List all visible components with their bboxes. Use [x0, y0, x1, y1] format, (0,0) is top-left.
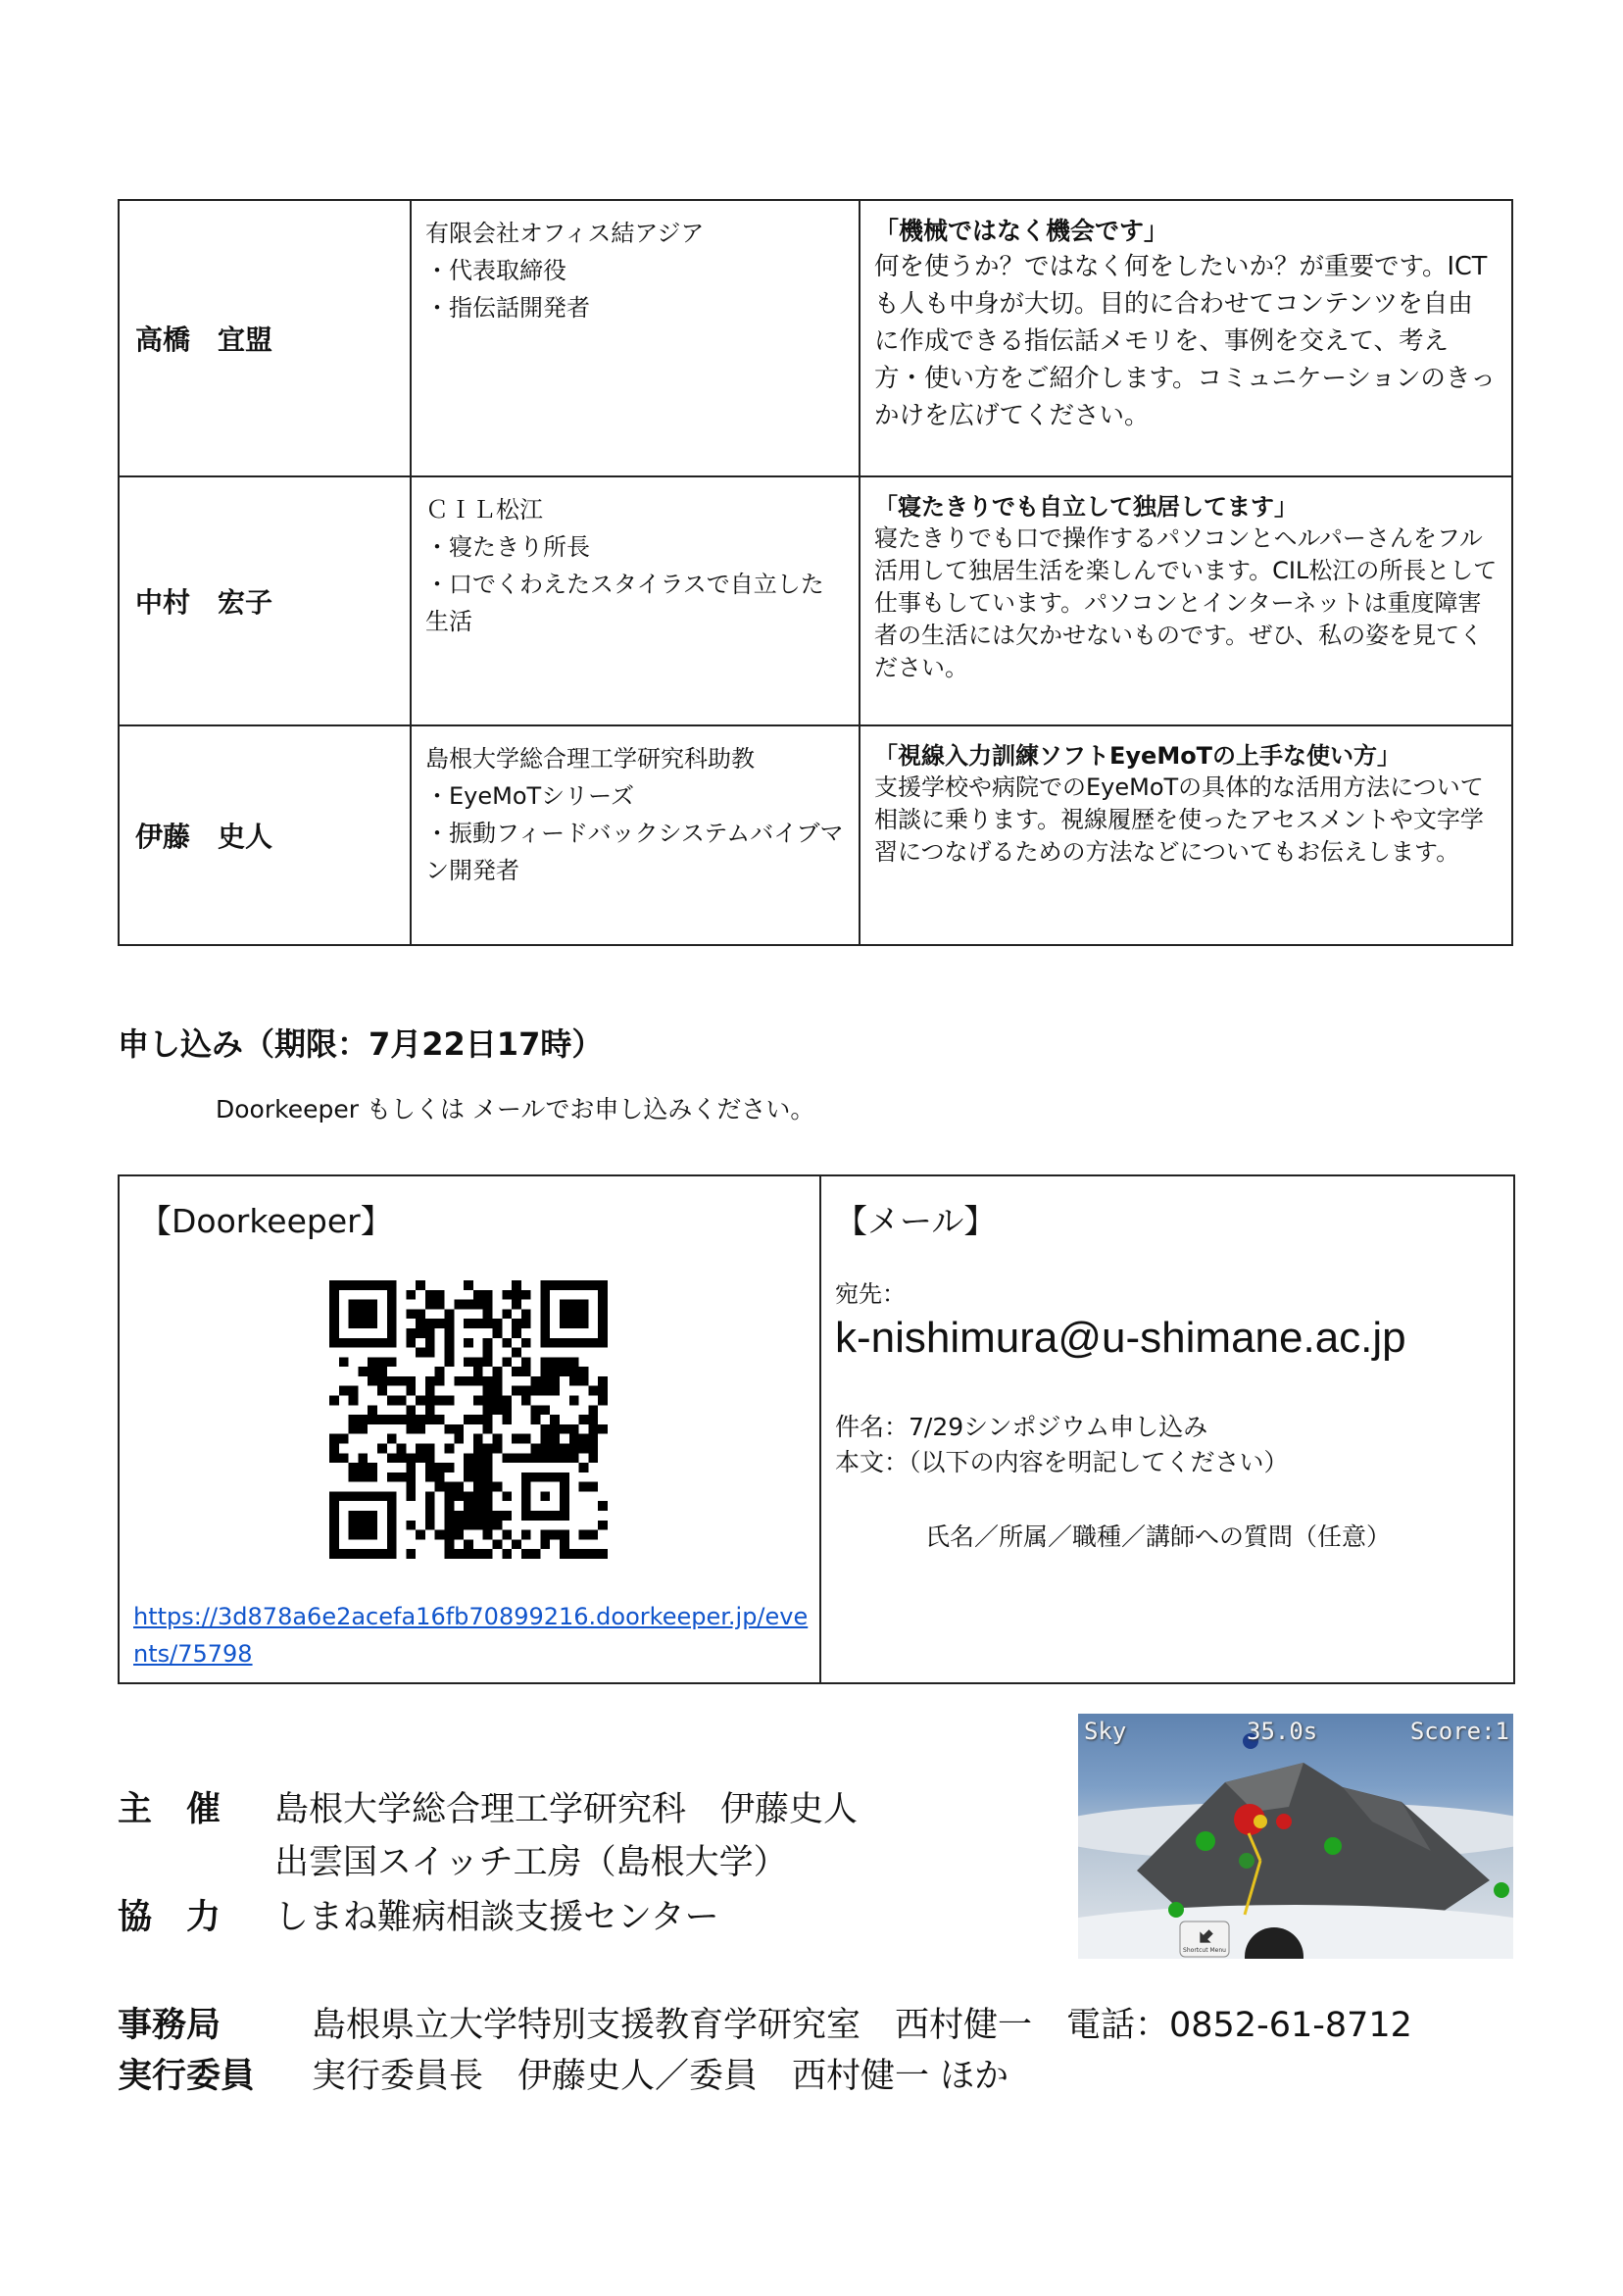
speaker-talk	[860, 476, 1512, 725]
doorkeeper-panel	[120, 1176, 821, 1682]
mail-to-label: 宛先：	[835, 1280, 906, 1308]
affiliation-line: ・EyeMoTシリーズ	[425, 782, 634, 810]
game-score: Score:1	[1409, 1718, 1509, 1745]
host-row-2	[274, 1835, 788, 1884]
affiliation-line: ・口でくわえたスタイラスで自立した生活	[425, 571, 824, 635]
coop-row	[118, 1890, 719, 1939]
speaker-affiliation	[411, 200, 860, 476]
qr-code-icon[interactable]	[329, 1280, 608, 1559]
coop-label: 協 力	[118, 1898, 221, 1937]
doorkeeper-link[interactable]: https://3d878a6e2acefa16fb70899216.doorkeeper.jp/events/75798	[133, 1603, 809, 1668]
committee-text: 実行委員長 伊藤史人／委員 西村健一 ほか	[312, 2057, 1009, 2096]
host-line2: 出雲国スイッチ工房（島根大学）	[274, 1843, 788, 1882]
game-screenshot	[1078, 1714, 1513, 1959]
application-heading: 申し込み（期限：7月22日17時）	[118, 1025, 604, 1063]
host-row	[118, 1782, 858, 1831]
speaker-name: 高橋 宜盟	[119, 200, 411, 476]
talk-title: 「視線入力訓練ソフトEyeMoTの上手な使い方」	[874, 742, 1402, 770]
speaker-row	[119, 476, 1512, 725]
speakers-table	[118, 199, 1513, 946]
speaker-talk	[860, 200, 1512, 476]
host-label: 主 催	[118, 1790, 221, 1829]
host-line1: 島根大学総合理工学研究科 伊藤史人	[274, 1790, 859, 1829]
speaker-name: 中村 宏子	[119, 476, 411, 725]
speaker-talk	[860, 725, 1512, 945]
affiliation-line: 島根大学総合理工学研究科助教	[425, 745, 755, 773]
committee-label: 実行委員	[118, 2057, 256, 2096]
talk-body: 何を使うか？ではなく何をしたいか？が重要です。ICTも人も中身が大切。目的に合わせてコンテンツを自由に作成できる指伝話メモリを、事例を交えて、考え方・使い方をご紹介します。コミュニケーションのきっかけを広げてください。	[874, 252, 1496, 430]
coop-line: しまね難病相談支援センター	[274, 1898, 719, 1937]
talk-title: 「機械ではなく機会です」	[874, 217, 1169, 245]
affiliation-line: ・指伝話開発者	[425, 294, 590, 322]
application-box	[118, 1174, 1515, 1684]
affiliation-line: 有限会社オフィス結アジア	[425, 220, 705, 247]
mail-panel	[821, 1176, 1513, 1682]
office-row	[118, 1998, 1412, 2047]
talk-body: 支援学校や病院でのEyeMoTの具体的な活用方法について相談に乗ります。視線履歴を使ったアセスメントや文字学習につなげるための方法などについてもお伝えします。	[874, 774, 1484, 866]
shortcut-menu-label: Shortcut Menu	[1183, 1947, 1226, 1954]
affiliation-line: ＣＩＬ松江	[425, 496, 543, 524]
mail-subject: 件名：7/29シンポジウム申し込み	[835, 1413, 1208, 1441]
office-text: 島根県立大学特別支援教育学研究室 西村健一 電話：0852-61-8712	[312, 2006, 1412, 2045]
speaker-name: 伊藤 史人	[119, 725, 411, 945]
office-label: 事務局	[118, 2006, 221, 2045]
application-note: Doorkeeper もしくは メールでお申し込みください。	[216, 1095, 815, 1123]
doorkeeper-heading: 【Doorkeeper】	[139, 1202, 393, 1240]
affiliation-line: ・寝たきり所長	[425, 533, 590, 561]
speaker-affiliation	[411, 725, 860, 945]
game-timer: 35.0s	[1247, 1718, 1318, 1745]
talk-title: 「寝たきりでも自立して独居してます」	[874, 493, 1298, 521]
speaker-row	[119, 725, 1512, 945]
mail-address[interactable]: k-nishimura@u-shimane.ac.jp	[835, 1314, 1406, 1362]
mail-heading: 【メール】	[835, 1202, 997, 1240]
game-scene	[1078, 1714, 1513, 1959]
talk-body: 寝たきりでも口で操作するパソコンとヘルパーさんをフル活用して独居生活を楽しんでいます。CIL松江の所長として仕事もしています。パソコンとインターネットは重度障害者の生活には欠かせないものです。ぜひ、私の姿を見てください。	[874, 524, 1498, 681]
affiliation-line: ・代表取締役	[425, 257, 566, 284]
speaker-affiliation	[411, 476, 860, 725]
mail-fields: 氏名／所属／職種／講師への質問（任意）	[925, 1522, 1392, 1551]
mail-body-label: 本文：（以下の内容を明記してください）	[835, 1448, 1289, 1476]
speaker-row	[119, 200, 1512, 476]
affiliation-line: ・振動フィードバックシステムバイブマン開発者	[425, 820, 844, 884]
game-sky-label: Sky	[1084, 1718, 1127, 1745]
committee-row	[118, 2049, 1008, 2098]
